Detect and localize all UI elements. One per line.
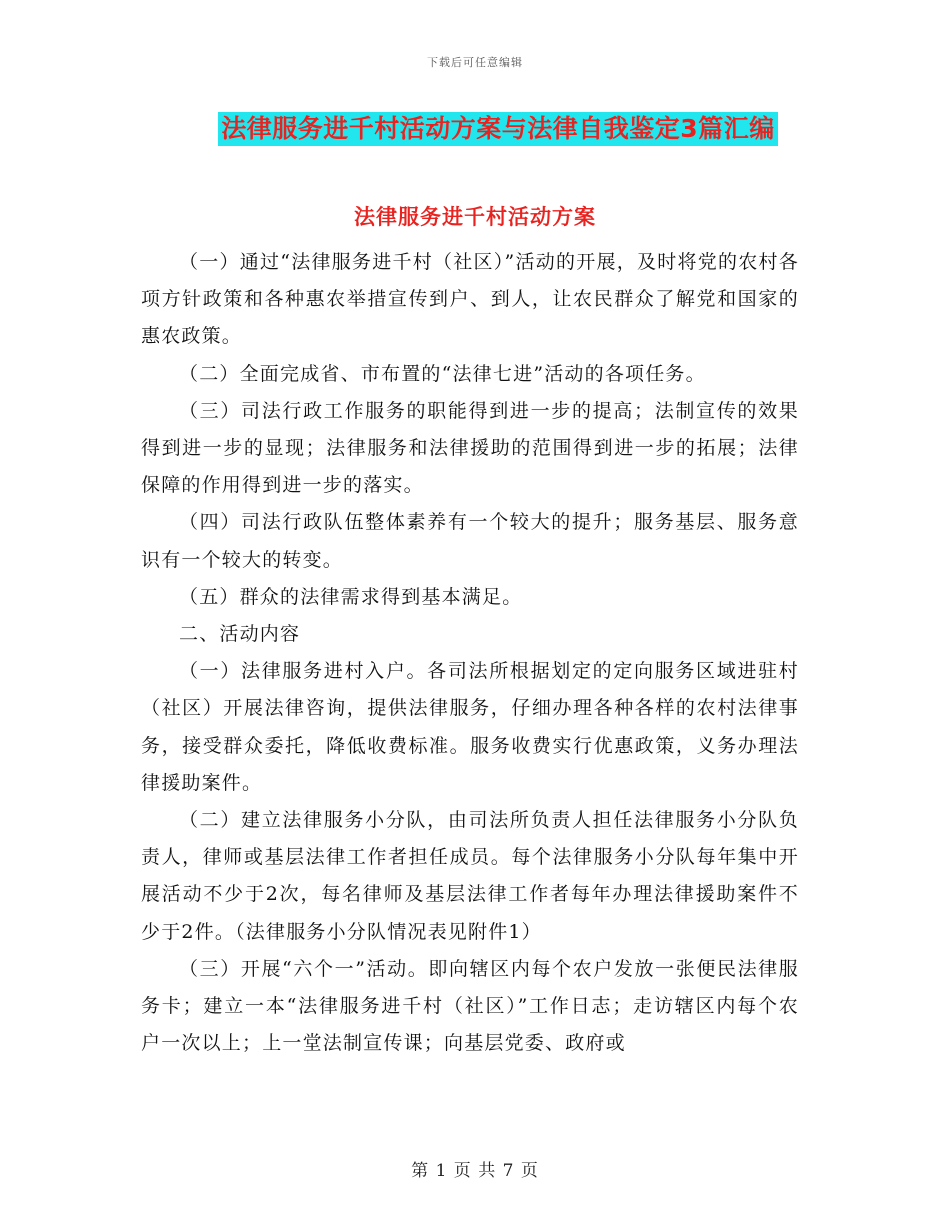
paragraph: （三）开展“六个一”活动。即向辖区内每个农户发放一张便民法律服务卡；建立一本“法律服务进千村（社区）”工作日志；走访辖区内每个农户一次以上；上一堂法制宣传课；向基层党委、政府或 xyxy=(141,957,799,1055)
section-title: 法律服务进千村活动方案 xyxy=(354,205,596,229)
main-title-container xyxy=(0,112,950,146)
paragraph: （二）全面完成省、市布置的“法律七进”活动的各项任务。 xyxy=(179,362,706,385)
page-number: 第 1 页 共 7 页 xyxy=(411,1161,539,1181)
paragraph: （四）司法行政队伍整体素养有一个较大的提升；服务基层、服务意识有一个较大的转变。 xyxy=(141,511,799,571)
page-header-note: 下载后可任意编辑 xyxy=(427,56,523,69)
section-heading: 二、活动内容 xyxy=(179,623,301,646)
paragraph: （一）通过“法律服务进千村（社区）”活动的开展，及时将党的农村各项方针政策和各种惠农举措宣传到户、到人，让农民群众了解党和国家的惠农政策。 xyxy=(141,251,799,348)
paragraph: （一）法律服务进村入户。各司法所根据划定的定向服务区域进驻村（社区）开展法律咨询，提供法律服务，仔细办理各种各样的农村法律事务，接受群众委托，降低收费标准。服务收费实行优惠政策，义务办理法律援助案件。 xyxy=(141,660,799,794)
document-body xyxy=(141,244,799,1062)
paragraph: （三）司法行政工作服务的职能得到进一步的提高；法制宣传的效果得到进一步的显现；法律服务和法律援助的范围得到进一步的拓展；法律保障的作用得到进一步的落实。 xyxy=(141,399,799,497)
document-title: 法律服务进千村活动方案与法律自我鉴定3篇汇编 xyxy=(218,112,777,146)
paragraph: （五）群众的法律需求得到基本满足。 xyxy=(179,585,523,608)
paragraph: （二）建立法律服务小分队，由司法所负责人担任法律服务小分队负责人，律师或基层法律工作者担任成员。每个法律服务小分队每年集中开展活动不少于2次，每名律师及基层法律工作者每年办理法律援助案件不少于2件。（法律服务小分队情况表见附件1） xyxy=(141,809,799,943)
